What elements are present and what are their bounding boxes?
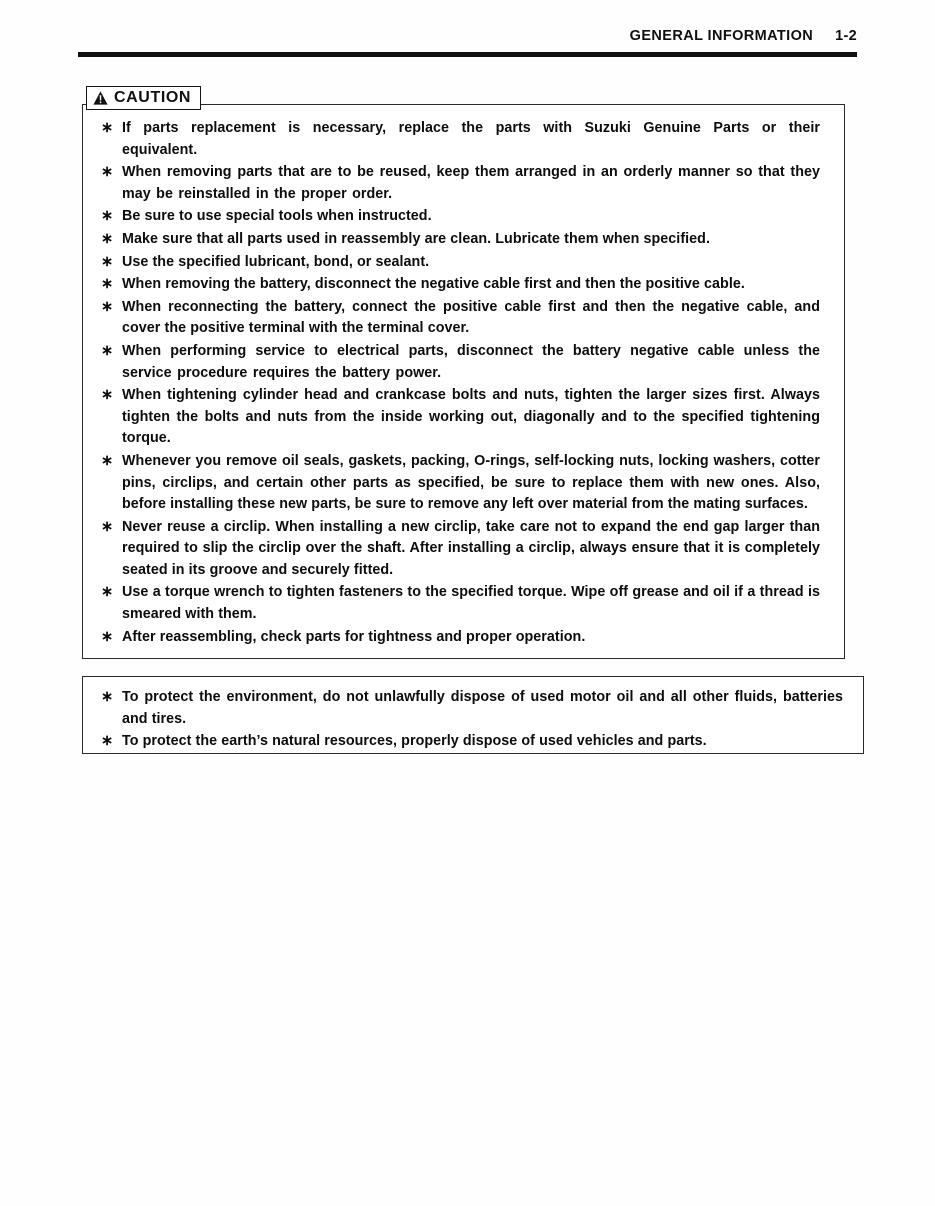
caution-label-text: CAUTION: [114, 89, 192, 106]
asterisk-bullet-icon: ∗: [101, 276, 114, 293]
list-item: [97, 118, 820, 161]
warning-triangle-icon: [93, 91, 108, 105]
list-item: [97, 297, 820, 340]
asterisk-bullet-icon: ∗: [101, 342, 114, 359]
header-page-number: 1-2: [835, 28, 857, 44]
list-item: [97, 206, 820, 228]
list-item: [97, 252, 820, 274]
asterisk-bullet-icon: ∗: [101, 733, 114, 750]
list-item-text: To protect the environment, do not unlawfully dispose of used motor oil and all other fluids, batteries and tires.: [122, 689, 843, 727]
list-item-text: When removing parts that are to be reused, keep them arranged in an orderly manner so that they may be reinstalled in the proper order.: [122, 164, 820, 202]
header-divider-rule: [78, 52, 857, 57]
caution-bullet-list: [83, 105, 844, 648]
asterisk-bullet-icon: ∗: [101, 387, 114, 404]
list-item-text: When performing service to electrical parts, disconnect the battery negative cable unless the service procedure requires the battery power.: [122, 342, 820, 381]
asterisk-bullet-icon: ∗: [101, 689, 114, 705]
list-item-text: Use the specified lubricant, bond, or sealant.: [122, 253, 430, 270]
list-item: [97, 341, 820, 384]
asterisk-bullet-icon: ∗: [101, 164, 114, 181]
asterisk-bullet-icon: ∗: [101, 628, 114, 645]
asterisk-bullet-icon: ∗: [101, 518, 114, 535]
asterisk-bullet-icon: ∗: [101, 230, 114, 247]
asterisk-bullet-icon: ∗: [101, 584, 114, 601]
list-item-text: When reconnecting the battery, connect the positive cable first and then the negative cable, and cover the positive terminal with the terminal cover.: [122, 298, 820, 337]
asterisk-bullet-icon: ∗: [101, 208, 114, 225]
list-item-text: Use a torque wrench to tighten fasteners to the specified torque. Wipe off grease and oil if a thread is smeared with them.: [122, 584, 820, 623]
list-item-text: After reassembling, check parts for tightness and proper operation.: [122, 628, 586, 645]
list-item: [97, 731, 843, 753]
list-item-text: Whenever you remove oil seals, gaskets, packing, O-rings, self-locking nuts, locking washers, cotter pins, circlips, and certain other parts as specified, be sure to replace them with new ones. Also, before installing these new parts, be sure to remove any left over material from the mating surfaces.: [122, 452, 820, 513]
list-item-text: Make sure that all parts used in reassembly are clean. Lubricate them when specified.: [122, 230, 710, 247]
list-item: [97, 385, 820, 450]
list-item-text: If parts replacement is necessary, replace the parts with Suzuki Genuine Parts or their equivalent.: [122, 120, 820, 158]
page-header: [78, 28, 857, 52]
list-item-text: When tightening cylinder head and crankcase bolts and nuts, tighten the larger sizes first. Always tighten the bolts and nuts from the inside working out, diagonally and to the specified tightening torque.: [122, 387, 820, 447]
list-item: [97, 687, 843, 730]
list-item: [97, 517, 820, 582]
list-item: [97, 582, 820, 625]
list-item: [97, 451, 820, 516]
asterisk-bullet-icon: ∗: [101, 253, 114, 270]
asterisk-bullet-icon: ∗: [101, 120, 114, 136]
list-item: [97, 229, 820, 251]
list-item: [97, 627, 820, 649]
caution-note-box: [82, 104, 845, 659]
asterisk-bullet-icon: ∗: [101, 452, 114, 469]
list-item-text: Never reuse a circlip. When installing a new circlip, take care not to expand the end gap larger than required to slip the circlip over the shaft. After installing a circlip, always ensure that it is completely seated in its groove and securely fitted.: [122, 518, 820, 578]
caution-label-tag: [86, 86, 201, 110]
environment-note-box: [82, 676, 864, 754]
asterisk-bullet-icon: ∗: [101, 298, 114, 315]
list-item-text: To protect the earth’s natural resources, properly dispose of used vehicles and parts.: [122, 733, 707, 750]
list-item-text: Be sure to use special tools when instructed.: [122, 208, 432, 225]
list-item: [97, 274, 820, 296]
list-item: [97, 162, 820, 205]
header-section-title: GENERAL INFORMATION: [629, 28, 814, 44]
list-item-text: When removing the battery, disconnect the negative cable first and then the positive cable.: [122, 276, 745, 293]
environment-bullet-list: [83, 677, 863, 753]
